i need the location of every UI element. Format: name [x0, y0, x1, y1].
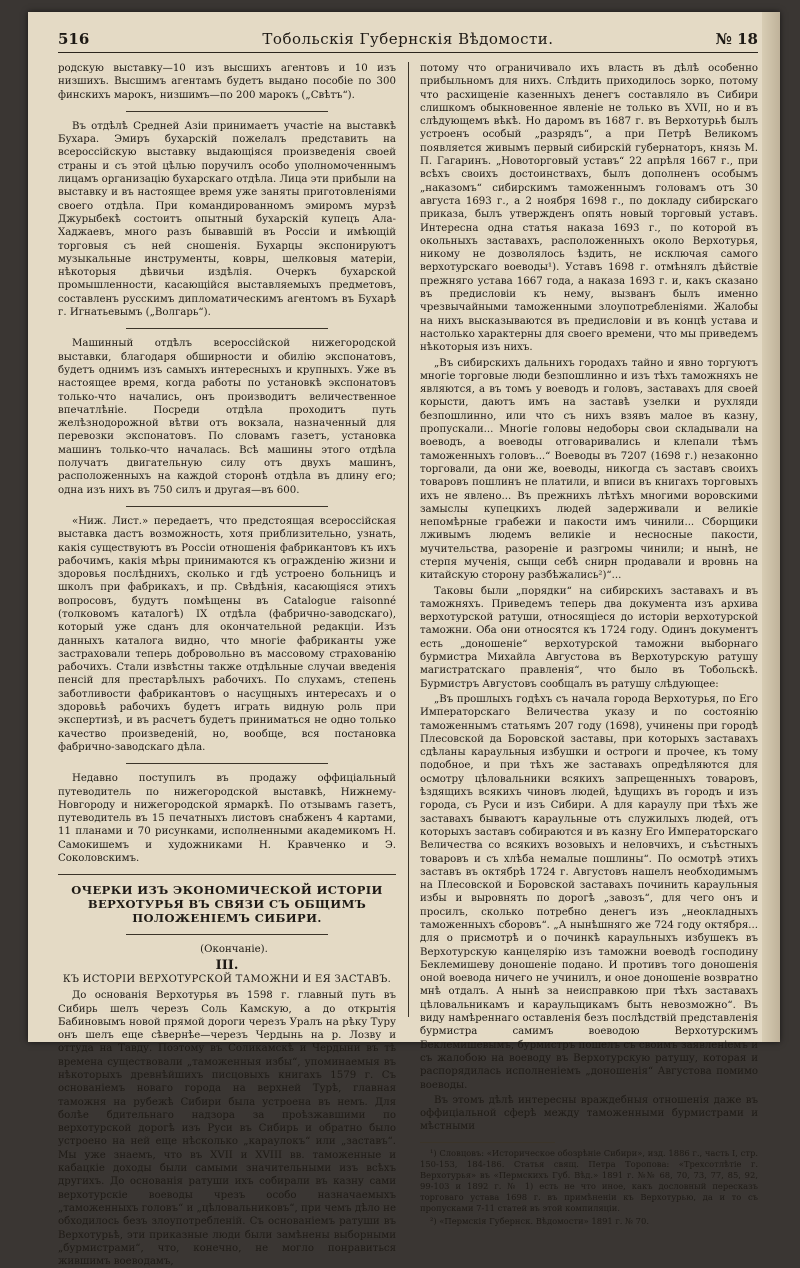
footnote: ²) «Пермскія Губернск. Вѣдомости» 1891 г. № 70.: [430, 1215, 650, 1226]
page-number: 516: [58, 30, 90, 48]
divider: [126, 763, 329, 764]
section-subtitle: КЪ ИСТОРІИ ВЕРХОТУРСКОЙ ТАМОЖНИ И ЕЯ ЗАСТАВЪ.: [62, 973, 392, 985]
article-title: ОЧЕРКИ ИЗЪ ЭКОНОМИЧЕСКОЙ ИСТОРІИ ВЕРХОТУРЬЯ ВЪ СВЯЗИ СЪ ОБЩИМЪ ПОЛОЖЕНІЕМЪ СИБИРИ.: [71, 883, 383, 926]
newspaper-page: [28, 12, 780, 1268]
paragraph: Въ отдѣлѣ Средней Азіи принимаетъ участіе на выставкѣ Бухара. Эмиръ бухарскій пожелалъ представить на всероссійскую выставку выдающіяся произведенія своей страны и съ этой цѣлью поручилъ особо уполномоченнымъ лицамъ организацію бухарскаго отдѣла. Лица эти прибыли на выставку и въ настоящее время уже заняты приготовленіями своего отдѣла. При командированномъ эмиромъ мурзѣ Джурыбекѣ состоитъ опытный бухарскій купецъ Ала-Хаджаевъ, много разъ бывавшій въ Россіи и имѣющій торговыя съ ней сношенія. Бухарцы экспонируютъ музыкальные инструменты, ковры, шелковыя матеріи, нѣкоторыя дѣвичьи издѣлія. Очеркъ бухарской промышленности, касающійся выставляемыхъ предметовъ, составленъ русскимъ дипломатическимъ агентомъ въ Бухарѣ г. Игнатьевымъ („Волгарь“).: [58, 120, 396, 319]
continuation-note: (Окончаніе).: [200, 944, 268, 956]
footnotes: [420, 1148, 758, 1227]
paragraph: родскую выставку—10 изъ высшихъ агентовъ и 10 изъ низшихъ. Высшимъ агентамъ будетъ выдано пособіе по 300 финскихъ марокъ, низшимъ—по 200 марокъ („Свѣтъ“).: [58, 63, 396, 101]
paragraph: «Ниж. Лист.» передаетъ, что предстоящая всероссійская выставка дастъ возможность, хотя приблизительно, узнать, какія существуютъ въ Россіи отношенія фабрикантовъ къ ихъ рабочимъ, какія мѣры принимаются къ огражденію жизни и здоровья послѣднихъ, сколько и гдѣ устроено больницъ и школъ при фабрикахъ, и пр. Свѣдѣнія, касающіяся этихъ вопросовъ, будутъ помѣщены въ Catalogue raisonné (толковомъ каталогѣ) IX отдѣла (фабрично-заводскаго), который уже сданъ для окончательной редакціи. Изъ данныхъ каталога видно, что многіе фабриканты уже застраховали теперь добровольно въ массовому страхованію рабочихъ. Стали извѣстны также отдѣльные случаи введенія пенсій для престарѣлыхъ рабочихъ. По слухамъ, степень заботливости фабрикантовъ о насущныхъ интересахъ и о здоровьѣ рабочихъ будетъ играть видную роль при экспертизѣ, и въ расчетъ будетъ приниматься не одно только качество произведеній, но, вообще, вся постановка фабрично-заводскаго дѣла.: [58, 515, 396, 753]
paragraph: Въ этомъ дѣлѣ интересны враждебныя отношенія даже въ оффиціальной сферѣ между таможенными бурмистрами и мѣстными: [420, 1094, 758, 1133]
paragraph: Недавно поступилъ въ продажу оффиціальный путеводитель по нижегородской выставкѣ, Нижнему-Новгороду и нижегородской ярмаркѣ. По отзывамъ газетъ, путеводитель въ 15 печатныхъ листовъ снабженъ 4 картами, 11 планами и 70 рисунками, исполненными академикомъ Н. Самокишемъ и художниками Н. Кравченко и Э. Соколовскимъ.: [58, 773, 396, 865]
newspaper-title: Тобольскія Губернскія Вѣдомости.: [262, 30, 554, 48]
paragraph: потому что ограничивало ихъ власть въ дѣлѣ особенно прибыльномъ для нихъ. Слѣдить приходилось зорко, потому что расхищеніе казенныхъ денегъ составляло въ Сибири слишкомъ обыкновенное явленіе не только въ XVII, но и въ слѣдующемъ вѣкѣ. Но даромъ въ 1687 г. въ Верхотурьѣ былъ устроенъ особый „разрядъ“, а при Петрѣ Великомъ появляется живымъ первый сибирскій губернаторъ, князь М. П. Гагаринъ. „Новоторговый уставъ“ 22 апрѣля 1667 г., при всѣхъ своихъ достоинствахъ, былъ дополненъ особымъ „наказомъ“ сибирскимъ таможеннымъ головамъ отъ 30 августа 1693 г., а 2 ноября 1698 г., по докладу сибирскаго приказа, былъ утвержденъ опять новый торговый уставъ. Интересна одна статья наказа 1693 г., по которой въ окольныхъ заставахъ, расположенныхъ около Верхотурья, никому не дозволялось ѣздить, не исключая самого верхотурскаго воеводы¹). Уставъ 1698 г. отмѣнялъ дѣйствіе прежняго устава 1667 года, а наказа 1693 г. и, какъ сказано въ предисловіи къ нему, вызванъ былъ именно чрезвычайными таможенными злоупотребленіями. Жалобы на нихъ высказываются въ предисловіи и въ концѣ устава и настолько характерны для своего времени, что мы приведемъ нѣкоторыя изъ нихъ.: [420, 63, 758, 354]
page-edge: [762, 12, 780, 1042]
page-header: [58, 30, 758, 53]
left-column: [58, 62, 396, 1268]
quotation: „Въ прошлыхъ годѣхъ съ начала города Верхотурья, по Его Императорскаго Величества указу и по состоянію таможеннымъ статьямъ 207 году (1698), учинены при городѣ Плесовской да Боровской заставы, при которыхъ заставахъ сдѣланы караульныя избушки и остроги и прочее, къ тому подобное, и при тѣхъ же заставахъ опредѣляются для осмотру цѣловальники всякихъ запрещенныхъ товаровъ, ѣздящихъ всякихъ чиновъ людей, ѣдущихъ въ городъ и изъ города, съ Руси и изъ Сибири. А для караулу при тѣхъ же заставахъ бываютъ караульные отъ служилыхъ людей, отъ которыхъ заставъ собираются и въ казну Его Императорскаго Величества со всякихъ возовыхъ и неловчихъ, и съѣстныхъ товаровъ и съ хлѣба немалые пошлины“. По осмотрѣ этихъ заставъ въ октябрѣ 1724 г. Августовъ нашелъ необходимымъ на Плесовской и Боровской заставахъ починить караульныя избы и выровнять по дорогѣ „завозъ“, для чего онъ и просилъ, сколько потребно денегъ изъ „неокладныхъ таможенныхъ сборовъ“. „А нынѣшняго же 724 году октября... для о присмотрѣ и о починкѣ караульныхъ избушекъ въ Верхотурскую канцелярію изъ таможни воеводѣ господину Беклемишеву доношеніе подано. И противъ того доношенія оной воевода ничего не учинилъ, и оное доношеніе возвратно мнѣ отдалъ. А нынѣ за неисправкою при тѣхъ заставахъ цѣловальникамъ и караульщикамъ быть невозможно“. Въ виду намѣреннаго оставленія безъ послѣдствій представленія бурмистра самимъ воеводою Верхотурскимъ Беклемишевымъ, бурмистръ пошелъ съ своимъ заявленіемъ и съ жалобою на воеводу въ Верхотурскую ратушу, которая и распорядилась исполненіемъ „доношенія“ Августова помимо воеводы.: [420, 693, 758, 1091]
section-number: III.: [215, 957, 239, 973]
divider: [126, 934, 329, 935]
paragraph: Машинный отдѣлъ всероссійской нижегородской выставки, благодаря обширности и обилію экспонатовъ, будетъ однимъ изъ самыхъ интересныхъ и крупныхъ. Уже въ настоящее время, когда работы по установкѣ экспонатовъ только-что начались, онъ производитъ величественное впечатлѣніе. Посреди отдѣла проходитъ путь желѣзнодорожной вѣтви отъ вокзала, назначенный для перевозки экспонатовъ. По словамъ газетъ, установка машинъ только-что началась. Всѣ машины этого отдѣла получатъ двигательную силу отъ двухъ машинъ, расположенныхъ на каждой сторонѣ отдѣла въ длину его; одна изъ нихъ въ 750 силъ и другая—въ 600.: [58, 338, 396, 496]
divider: [126, 111, 329, 112]
paragraph: Таковы были „порядки“ на сибирскихъ заставахъ и въ таможняхъ. Приведемъ теперь два документа изъ архива верхотурской ратуши, относящіеся до исторіи верхотурской таможни. Оба они относятся къ 1724 году. Одинъ документъ есть „доношеніе“ верхотурской таможни выборнаго бурмистра Михайла Августова въ Верхотурскую ратушу магистратскаго правленія“, что было въ Тобольскѣ. Бурмистръ Августовъ сообщалъ въ ратушу слѣдующее:: [420, 585, 758, 690]
column-rule: [408, 62, 409, 1017]
quotation: „Въ сибирскихъ дальнихъ городахъ тайно и явно торгуютъ многіе торговые люди безпошлинно и изъ тѣхъ таможняхъ не являются, а въ томъ у воеводъ и головъ, заставахъ для своей корысти, даютъ имъ на заставѣ узелки и рухляди безпошлинно, или что съ нихъ взявъ малое въ казну, пропускали... Многіе головы недоборы свои складывали на воеводъ, а воеводы отговаривались и клепали тѣмъ таможенныхъ головъ...“ Воеводы въ 7207 (1698 г.) незаконно торговали, да они же, воеводы, никогда съ заставъ своихъ товаровъ пошлинъ не платили, и вписи въ книгахъ торговыхъ ихъ не явлено... Въ прежнихъ лѣтѣхъ многими воровскими замыслы купецкихъ людей задерживали и великіе непомѣрные грабежи и пакости имъ чинили... Сборщики лживымъ людемъ великіе и несносные пакости, мучительства, разореніе и разгромы чинили; и нынѣ, не стерпя мученія, сыщи себѣ снирн продавали и вровнь на китайскую сторону разбѣжались²)“...: [420, 357, 758, 582]
footnote: ¹) Словцовъ: «Историческое обозрѣніе Сибири», изд. 1886 г., часть I, стр. 150-153, 184-186. Статья свящ. Петра Торопова: «Трехсотлѣтіе г. Верхотурья» въ «Пермскихъ Губ. Вѣд.» 1891 г. №№ 68, 70, 73, 77, 85, 92, 99-103 и 1892 г. № 1) есть не что иное, какъ дословный пересказъ торговаго устава 1698 г. въ примѣненіи къ Верхотурью, да и то съ пропусками 7-11 статей въ этой компиляціи.: [420, 1147, 758, 1213]
issue-number: № 18: [715, 30, 758, 48]
divider: [58, 874, 396, 875]
divider: [126, 506, 329, 507]
divider: [126, 328, 329, 329]
footnote-divider: [420, 1142, 555, 1143]
right-column: [420, 62, 758, 1226]
paragraph: До основанія Верхотурья въ 1598 г. главный путь въ Сибирь шелъ черезъ Соль Камскую, а до открытія Бабиновымъ новой прямой дороги черезъ Уралъ на рѣку Туру онъ шелъ еще сѣвернѣе—черезъ Чердынь на р. Лозву и оттуда на Тавду. Поэтому въ Соликамскѣ и Чердыни въ тѣ времена существовали „таможенныя избы“, упоминаемыя въ нѣкоторыхъ древнѣйшихъ писцовыхъ книгахъ 1579 г. Съ основаніемъ новаго города на верхней Турѣ, главная таможня на рубежѣ Сибири была устроена въ немъ. Для болѣе бдительнаго надзора за проѣзжавшими по верхотурской дорогѣ изъ Руси въ Сибирь и обратно было устроено на ней еще нѣсколько „караулокъ“ или „заставъ“. Мы уже знаемъ, что въ XVII и XVIII вв. таможенные и кабацкіе доходы были самыми значительными изъ всѣхъ другихъ. До основанія ратуши ихъ собирали въ казну сами верхотурскіе воеводы чрезъ особо назначаемыхъ „таможенныхъ головъ“ и „цѣловальниковъ“, при чемъ дѣло не обходилось безъ злоупотребленій. Съ основаніемъ ратуши въ Верхотурьѣ, эти приказные люди были замѣнены выборными „бурмистрами“, что, конечно, не могло понравиться жившимъ воеводамъ,: [58, 990, 396, 1268]
